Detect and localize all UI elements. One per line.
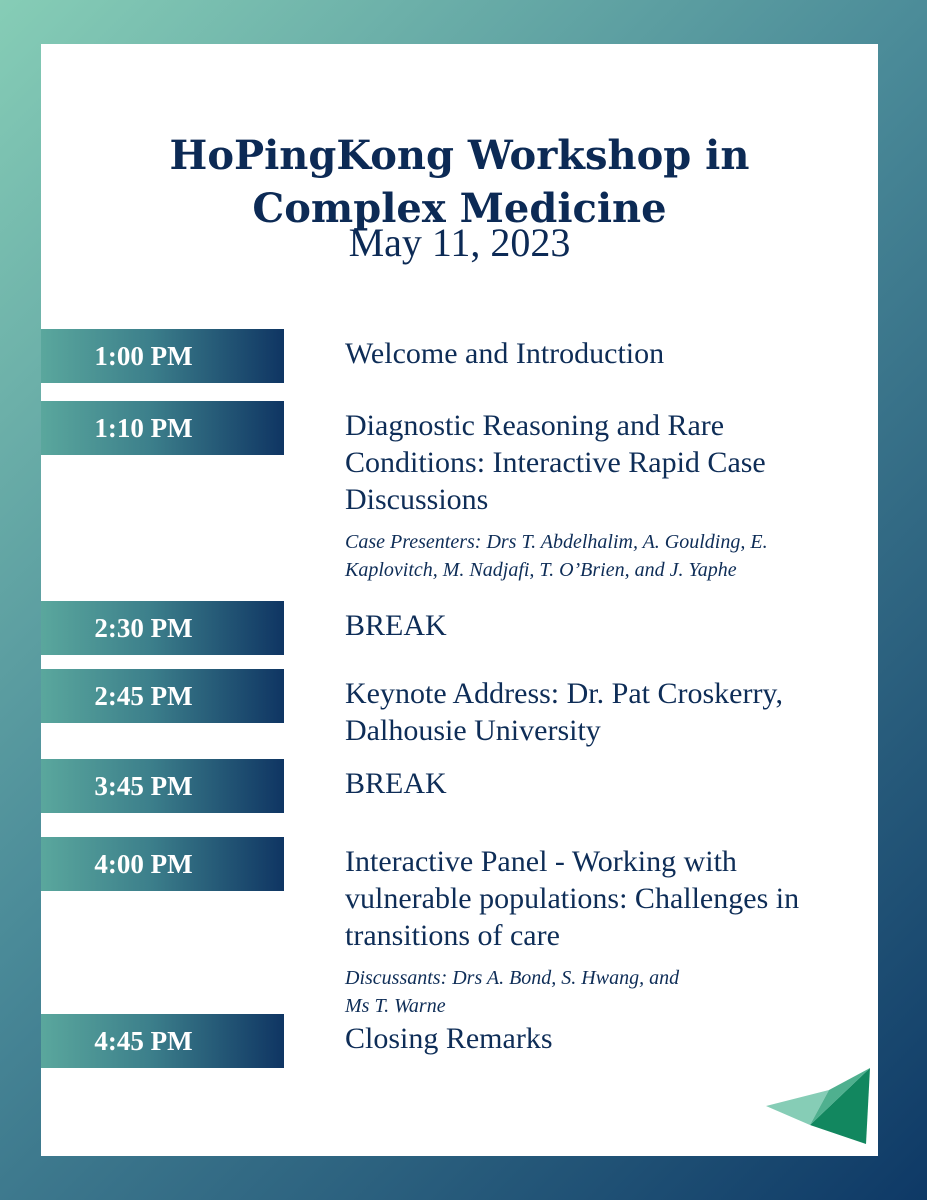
session-title: Keynote Address: Dr. Pat Croskerry, Dalhousie University bbox=[345, 677, 783, 747]
time-badge: 2:30 PM bbox=[41, 601, 284, 655]
time-badge: 2:45 PM bbox=[41, 669, 284, 723]
program-card bbox=[41, 44, 878, 1156]
session-presenters: Case Presenters: Drs T. Abdelhalim, A. Goulding, E. Kaplovitch, M. Nadjafi, T. O’Brien, and J. Yaphe bbox=[345, 531, 768, 581]
title-line-1: HoPingKong Workshop in bbox=[169, 132, 750, 179]
title-line-2: Complex Medicine bbox=[252, 185, 667, 232]
session-title: Closing Remarks bbox=[345, 1022, 553, 1055]
time-badge: 4:00 PM bbox=[41, 837, 284, 891]
time-badge: 4:45 PM bbox=[41, 1014, 284, 1068]
time-badge: 3:45 PM bbox=[41, 759, 284, 813]
event-date: May 11, 2023 bbox=[348, 220, 571, 265]
session-title: Diagnostic Reasoning and Rare Conditions: Interactive Rapid Case Discussions bbox=[345, 409, 766, 516]
session-title: BREAK bbox=[345, 609, 447, 642]
paper-plane-logo-icon bbox=[766, 1068, 870, 1144]
session-block bbox=[345, 843, 865, 1020]
session-title: Welcome and Introduction bbox=[345, 337, 665, 370]
time-badge: 1:10 PM bbox=[41, 401, 284, 455]
session-title: Interactive Panel - Working with vulnerable populations: Challenges in transitions of care bbox=[345, 845, 800, 952]
session-block bbox=[345, 407, 865, 584]
time-badge: 1:00 PM bbox=[41, 329, 284, 383]
session-title: BREAK bbox=[345, 767, 447, 800]
session-discussants: Discussants: Drs A. Bond, S. Hwang, and Ms T. Warne bbox=[345, 967, 680, 1017]
